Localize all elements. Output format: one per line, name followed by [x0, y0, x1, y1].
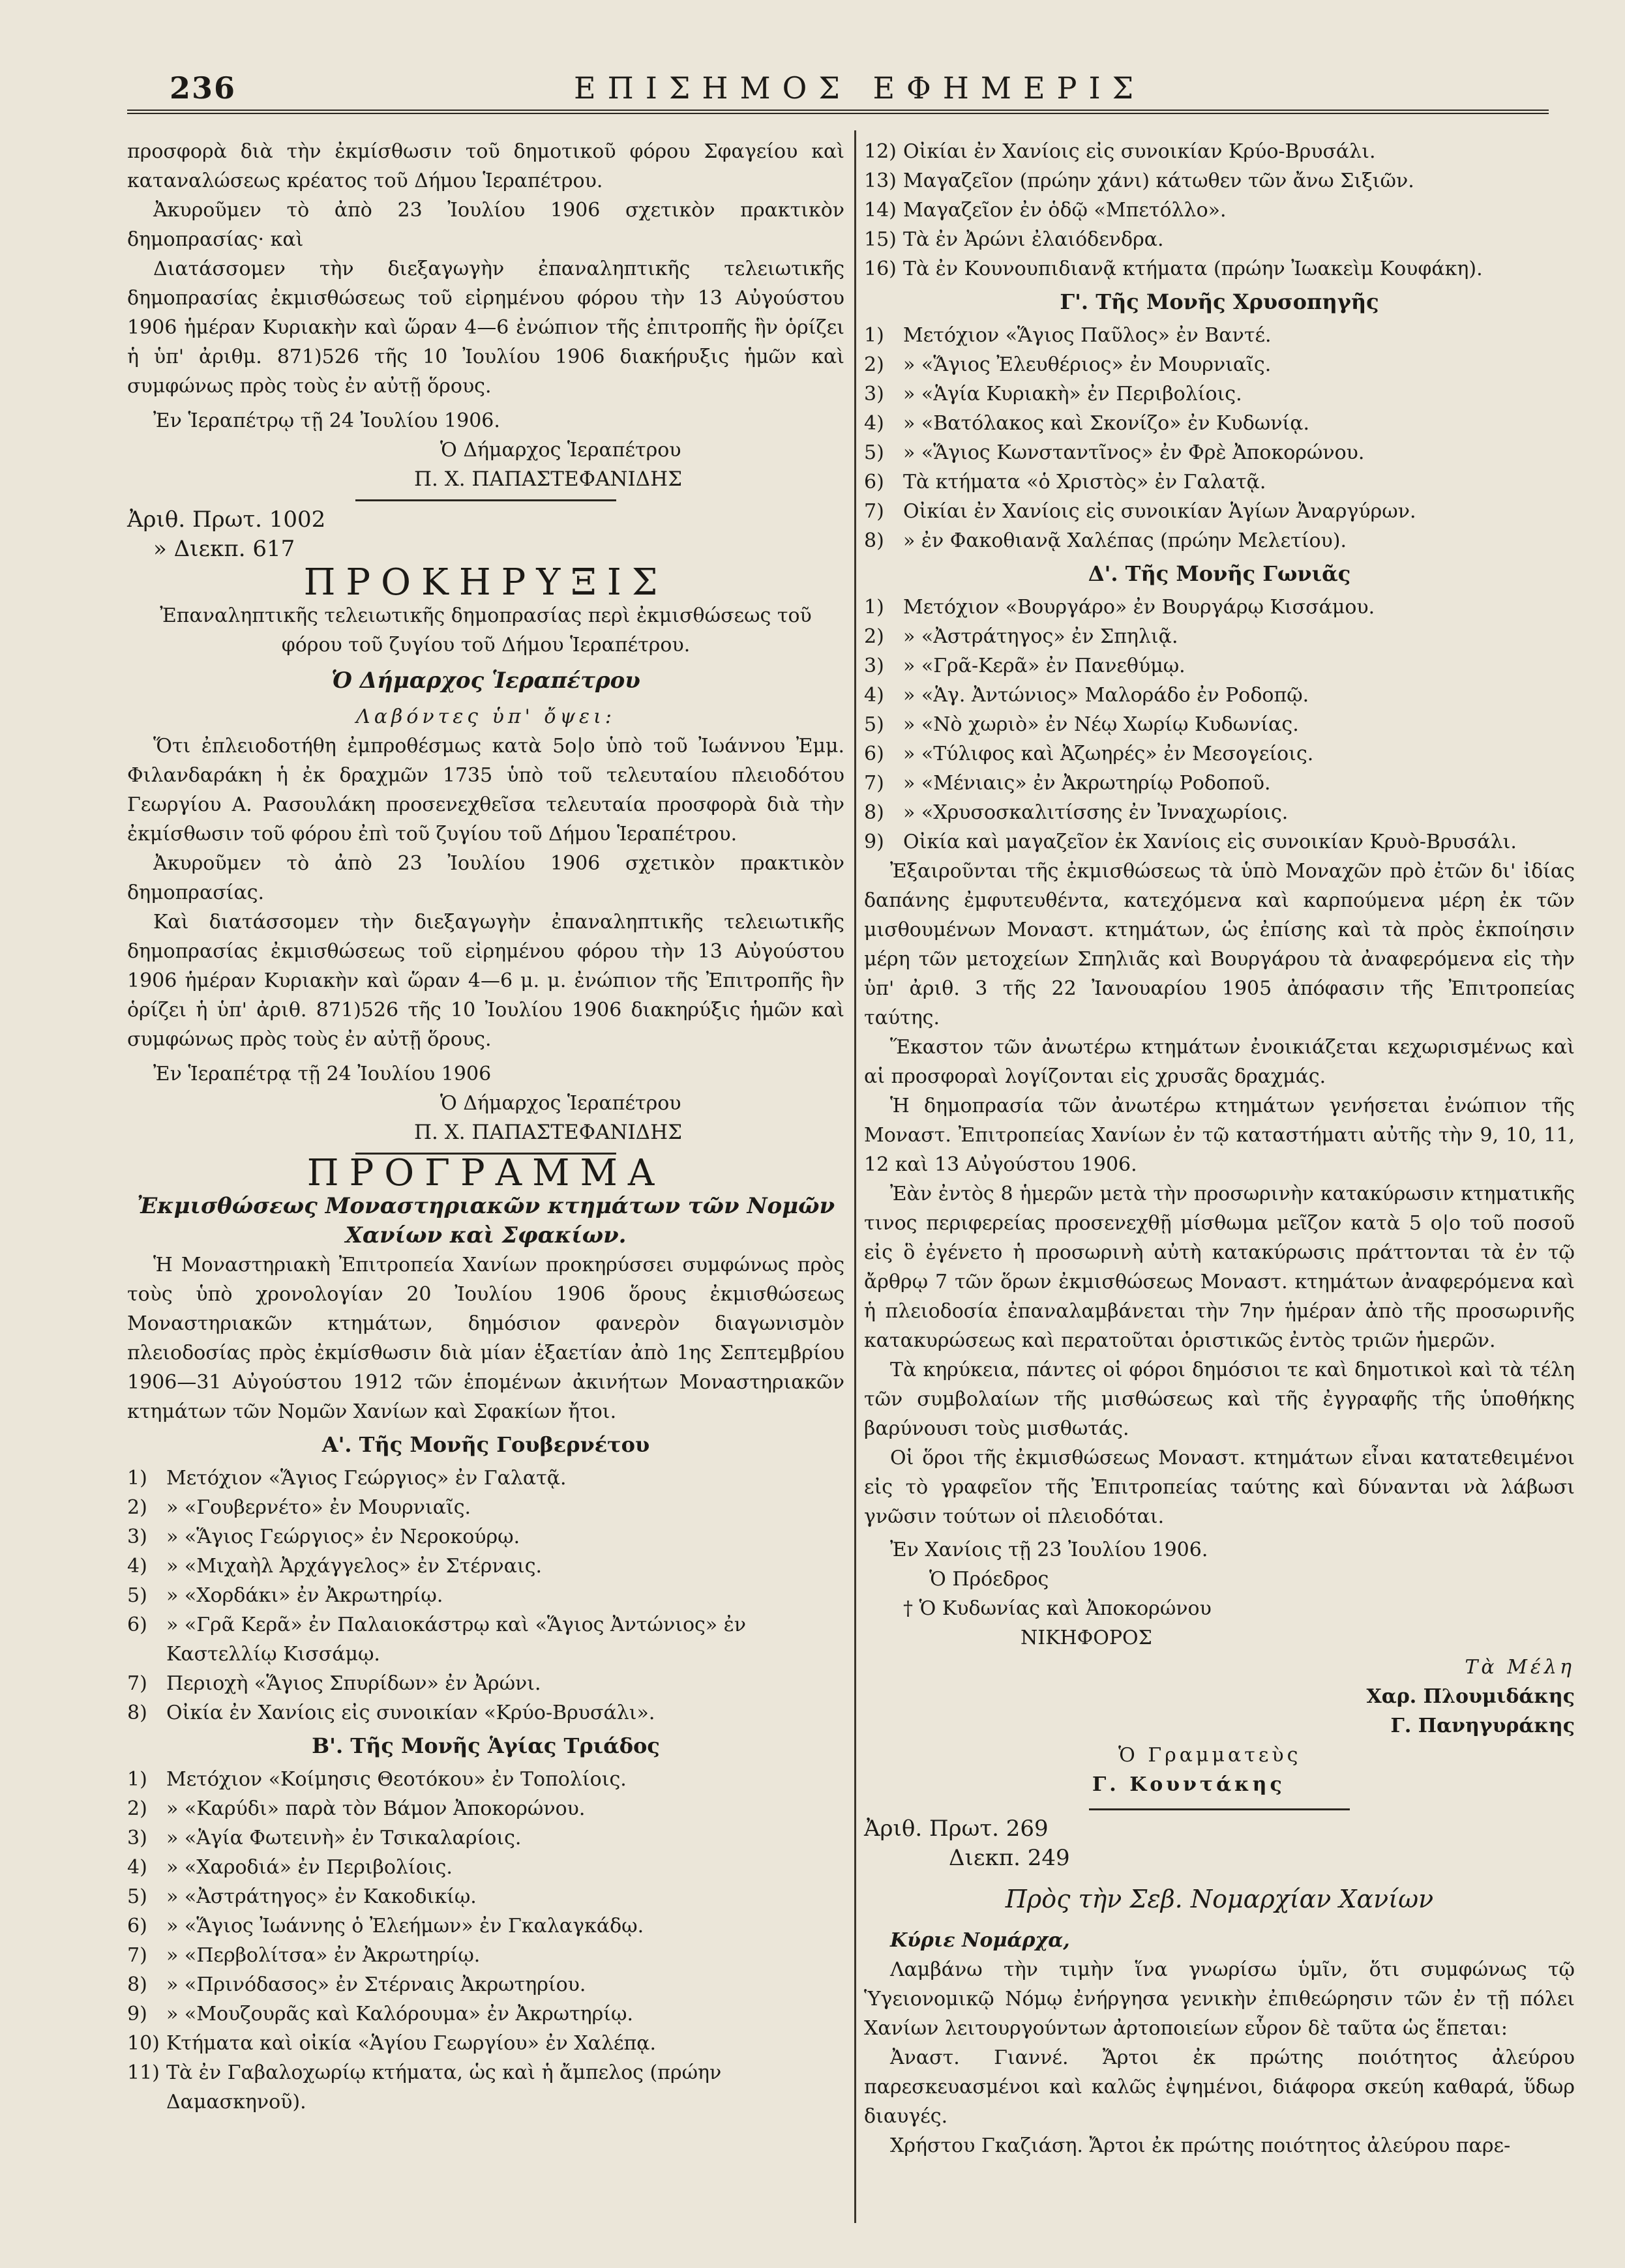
list-item: [127, 1522, 844, 1552]
item-number: 11): [127, 2061, 160, 2084]
list-item: [864, 798, 1575, 827]
separator: [1089, 1808, 1350, 1810]
place-date: Ἐν Ἱεραπέτρᾳ τῇ 24 Ἰουλίου 1906: [153, 1063, 492, 1085]
item-number: 7): [127, 1672, 147, 1695]
proclamation-subtitle: Ἐπαναληπτικῆς τελειωτικῆς δημοπρασίας περὶ ἐκμισθώσεως τοῦ φόρου τοῦ ζυγίου τοῦ Δήμου Ἱεραπέτρου.: [160, 604, 812, 656]
secretary-label: Ὁ Γραμματεὺς: [1118, 1744, 1302, 1767]
dispatch-number: » Διεκπ. 617: [153, 536, 295, 562]
paragraph: Τὰ κηρύκεια, πάντες οἱ φόροι δημόσιοι τε καὶ δημοτικοὶ καὶ τὰ τέλη τῶν συμβολαίων τῆς μισθώσεως καὶ τῆς ἐγγραφῆς τῆς ὑποθήκης βαρύνουσι τοὺς μισθωτάς.: [864, 1359, 1575, 1440]
list-item: [864, 137, 1575, 166]
list-item: [864, 254, 1575, 284]
item-number: 4): [864, 412, 884, 435]
list-item: [127, 1581, 844, 1610]
programme-subtitle: Ἐκμισθώσεως Μοναστηριακῶν κτημάτων τῶν Νομῶν Χανίων καὶ Σφακίων.: [136, 1193, 835, 1248]
item-number: 7): [864, 500, 884, 523]
item-text: Περιοχὴ «Ἅγιος Σπυρίδων» ἐν Ἀρώνι.: [166, 1672, 541, 1695]
list-item: [127, 1464, 844, 1493]
item-text: » «Περβολίτσα» ἐν Ἀκρωτηρίῳ.: [166, 1944, 481, 1967]
paragraph: προσφορὰ διὰ τὴν ἐκμίσθωσιν τοῦ δημοτικοῦ φόρου Σφαγείου καὶ καταναλώσεως κρέατος τοῦ Δήμου Ἱεραπέτρου.: [127, 140, 844, 192]
list-monastery-c: [864, 321, 1575, 555]
item-text: » «Ἁγία Φωτεινὴ» ἐν Τσικαλαρίοις.: [166, 1827, 522, 1849]
item-number: 13): [864, 169, 897, 192]
item-number: 6): [127, 1915, 147, 1937]
left-column: [127, 137, 844, 2117]
list-item: [127, 1911, 844, 1941]
address-line: Πρὸς τὴν Σεβ. Νομαρχίαν Χανίων: [1005, 1885, 1434, 1913]
item-number: 9): [864, 831, 884, 853]
list-item: [864, 409, 1575, 438]
having-regard: Λαβόντες ὑπ' ὄψει:: [356, 705, 616, 728]
paragraph: Ἀκυροῦμεν τὸ ἀπὸ 23 Ἰουλίου 1906 σχετικὸν πρακτικὸν δημοπρασίας· καὶ: [127, 199, 844, 251]
item-number: 10): [127, 2032, 160, 2055]
column-divider: [854, 130, 856, 2223]
place-date: Ἐν Χανίοις τῇ 23 Ἰουλίου 1906.: [890, 1539, 1208, 1561]
item-number: 1): [864, 596, 884, 619]
item-text: Τὰ ἐν Ἀρώνι ἐλαιόδενδρα.: [903, 228, 1164, 251]
paragraph: Ἀκυροῦμεν τὸ ἀπὸ 23 Ἰουλίου 1906 σχετικὸν πρακτικὸν δημοπρασίας.: [127, 852, 844, 904]
list-item: [127, 1882, 844, 1911]
list-item: [127, 1610, 844, 1669]
list-item: [127, 2029, 844, 2058]
item-text: » «Ἀστράτηγος» ἐν Σπηλιᾷ.: [903, 625, 1178, 648]
item-number: 5): [864, 713, 884, 736]
paragraph: Καὶ διατάσσομεν τὴν διεξαγωγὴν ἐπαναληπτικῆς τελειωτικῆς δημοπρασίας ἐκμισθώσεως τοῦ εἰρημένου φόρου τὴν 13 Αὐγούστου 1906 ἡμέραν Κυριακὴν καὶ ὥραν 4—6 μ. μ. ἐνώπιον τῆς Ἐπιτροπῆς ἣν ὁρίζει ἡ ὑπ' ἀριθ. 871)526 τῆς 10 Ἰουλίου 1906 διακηρύξις ἡμῶν καὶ συμφώνως πρὸς τοὺς ἐν αὐτῇ ὅρους.: [127, 911, 844, 1051]
item-number: 3): [127, 1525, 147, 1548]
item-text: » «Πρινόδασος» ἐν Στέρναις Ἀκρωτηρίου.: [166, 1973, 586, 1996]
item-number: 2): [864, 353, 884, 376]
header-rule: [127, 110, 1549, 114]
item-text: Τὰ ἐν Γαβαλοχωρίῳ κτήματα, ὡς καὶ ἡ ἄμπελος (πρώην Δαμασκηνοῦ).: [166, 2061, 722, 2113]
item-number: 4): [127, 1555, 147, 1578]
member-name: Χαρ. Πλουμιδάκης: [1366, 1685, 1575, 1708]
item-text: » «Γουβερνέτο» ἐν Μουρνιαῖς.: [166, 1496, 471, 1519]
item-number: 7): [127, 1944, 147, 1967]
item-number: 1): [864, 324, 884, 347]
list-item: [864, 438, 1575, 467]
members-label: Τὰ Μέλη: [1465, 1656, 1575, 1679]
item-number: 3): [864, 655, 884, 677]
list-item: [864, 526, 1575, 555]
section-heading: Β'. Τῆς Μονῆς Ἁγίας Τριάδος: [312, 1733, 660, 1758]
list-item: [864, 350, 1575, 379]
item-number: 14): [864, 199, 897, 222]
item-text: Μετόχιον «Ἅγιος Παῦλος» ἐν Βαντέ.: [903, 324, 1272, 347]
bishop-name: ΝΙΚΗΦΟΡΟΣ: [1021, 1627, 1152, 1649]
item-text: Μαγαζεῖον (πρώην χάνι) κάτωθεν τῶν ἄνω Σιξιῶν.: [903, 169, 1414, 192]
item-number: 3): [864, 383, 884, 405]
newspaper-title: ΕΠΙΣΗΜΟΣ ΕΦΗΜΕΡΙΣ: [574, 70, 1146, 106]
item-text: Οἰκία ἐν Χανίοις εἰς συνοικίαν «Κρύο-Βρυσάλι».: [166, 1701, 655, 1724]
item-number: 4): [864, 684, 884, 707]
item-number: 8): [864, 529, 884, 552]
list-item: [127, 1853, 844, 1882]
secretary-name: Γ. Κουντάκης: [1092, 1773, 1285, 1796]
section-heading: Α'. Τῆς Μονῆς Γουβερνέτου: [321, 1432, 650, 1457]
item-number: 2): [864, 625, 884, 648]
list-item: [127, 1493, 844, 1522]
item-text: » «Τύλιφος καὶ Ἀζωηρές» ἐν Μεσογείοις.: [903, 743, 1314, 765]
paragraph: Ἡ δημοπρασία τῶν ἀνωτέρω κτημάτων γενήσεται ἐνώπιον τῆς Μοναστ. Ἐπιτροπείας Χανίων ἐν τῷ καταστήματι αὐτῆς τὴν 9, 10, 11, 12 καὶ 13 Αὐγούστου 1906.: [864, 1095, 1575, 1176]
list-monastery-b-cont: [864, 137, 1575, 284]
item-number: 6): [864, 743, 884, 765]
item-number: 2): [127, 1797, 147, 1820]
item-text: » «Νὸ χωριὸ» ἐν Νέῳ Χωρίῳ Κυδωνίας.: [903, 713, 1299, 736]
item-number: 7): [864, 772, 884, 795]
list-item: [127, 1669, 844, 1698]
item-text: Τὰ ἐν Κουνουπιδιανᾷ κτήματα (πρώην Ἰωακεὶμ Κουφάκη).: [903, 258, 1483, 280]
list-monastery-b: [127, 1765, 844, 2117]
paragraph: Ἕκαστον τῶν ἀνωτέρω κτημάτων ἐνοικιάζεται κεχωρισμένως καὶ αἱ προσφοραὶ λογίζονται εἰς χρυσᾶς δραχμάς.: [864, 1036, 1575, 1088]
item-text: » «Μιχαὴλ Ἀρχάγγελος» ἐν Στέρναις.: [166, 1555, 543, 1578]
item-number: 15): [864, 228, 897, 251]
item-text: » «Μένιαις» ἐν Ἀκρωτηρίῳ Ροδοποῦ.: [903, 772, 1271, 795]
signature-name: Π. Χ. ΠΑΠΑΣΤΕΦΑΝΙΔΗΣ: [414, 1121, 683, 1144]
list-item: [127, 1970, 844, 1999]
list-item: [864, 593, 1575, 622]
item-text: » «Ἅγιος Γεώργιος» ἐν Νεροκούρῳ.: [166, 1525, 520, 1548]
list-item: [864, 651, 1575, 681]
item-text: » «Χρυσοσκαλιτίσσης ἐν Ἰνναχωρίοις.: [903, 801, 1289, 824]
list-item: [864, 379, 1575, 409]
paragraph: Χρήστου Γκαζιάση. Ἄρτοι ἐκ πρώτης ποιότητος ἀλεύρου παρε-: [890, 2134, 1511, 2157]
protocol-number: Ἀριθ. Πρωτ. 1002: [127, 507, 326, 533]
paragraph: Ὅτι ἐπλειοδοτήθη ἐμπροθέσμως κατὰ 5ο|ο ὑπὸ τοῦ Ἰωάννου Ἐμμ. Φιλανδαράκη ἡ ἐκ δραχμῶν 1735 ὑπὸ τοῦ τελευταίου πλειοδότου Γεωργίου Α. Ρασουλάκη προσενεχθεῖσα τελευταία προσφορὰ διὰ τὴν ἐκμίσθωσιν τοῦ φόρου ἐπὶ τοῦ ζυγίου τοῦ Δήμου Ἱεραπέτρου.: [127, 735, 844, 846]
separator: [355, 499, 616, 501]
list-item: [127, 1999, 844, 2029]
list-item: [864, 769, 1575, 798]
list-monastery-d: [864, 593, 1575, 857]
paragraph: Ἐξαιροῦνται τῆς ἐκμισθώσεως τὰ ὑπὸ Μοναχῶν πρὸ ἐτῶν δι' ἰδίας δαπάνης ἐμφυτευθέντα, κατεχόμενα καὶ καρπούμενα μέρη ἐκ τῶν μισθουμένων Μοναστ. κτημάτων, ὡς ἐπίσης καὶ τὰ πρὸς ἐκποίησιν μέρη τῶν μετοχείων Σπηλιᾶς καὶ Βουργάρου τὰ ἀναφερόμενα εἰς τὴν ὑπ' ἀριθ. 3 τῆς 22 Ἰανουαρίου 1905 ἀπόφασιν τῆς Ἐπιτροπείας ταύτης.: [864, 860, 1575, 1029]
signature-role: Ὁ Δήμαρχος Ἱεραπέτρου: [440, 439, 681, 462]
item-number: 5): [127, 1885, 147, 1908]
item-text: Μετόχιον «Ἅγιος Γεώργιος» ἐν Γαλατᾷ.: [166, 1467, 567, 1490]
list-item: [127, 1823, 844, 1853]
item-text: » «Ἁγ. Ἀντώνιος» Μαλοράδο ἐν Ροδοπῷ.: [903, 684, 1309, 707]
item-number: 8): [127, 1973, 147, 1996]
list-item: [864, 739, 1575, 769]
programme-heading: ΠΡΟΓΡΑΜΜΑ: [306, 1152, 665, 1194]
mayor-heading: Ὁ Δήμαρχος Ἱεραπέτρου: [331, 668, 640, 694]
item-text: » «Ἀστράτηγος» ἐν Κακοδικίῳ.: [166, 1885, 477, 1908]
list-item: [864, 827, 1575, 857]
greeting: Κύριε Νομάρχα,: [890, 1929, 1070, 1952]
list-item: [864, 710, 1575, 739]
list-item: [864, 497, 1575, 526]
item-number: 6): [864, 471, 884, 493]
page-number: 236: [170, 70, 237, 106]
item-text: » «Γρᾶ Κερᾶ» ἐν Παλαιοκάστρῳ καὶ «Ἅγιος Ἀντώνιος» ἐν Καστελλίῳ Κισσάμῳ.: [166, 1613, 747, 1666]
member-name: Γ. Πανηγυράκης: [1390, 1715, 1575, 1737]
item-text: Κτήματα καὶ οἰκία «Ἁγίου Γεωργίου» ἐν Χαλέπᾳ.: [166, 2032, 657, 2055]
bishop-title: † Ὁ Κυδωνίας καὶ Ἀποκορώνου: [903, 1597, 1212, 1620]
list-item: [864, 467, 1575, 497]
paragraph: Ἀναστ. Γιαννέ. Ἄρτοι ἐκ πρώτης ποιότητος ἀλεύρου παρεσκευασμένοι καὶ καλῶς ἐψημένοι, διάφορα σκεύη καθαρά, ὕδωρ διαυγές.: [864, 2046, 1575, 2128]
item-number: 5): [127, 1584, 147, 1607]
list-item: [864, 622, 1575, 651]
item-text: » ἐν Φακοθιανᾷ Χαλέπας (πρώην Μελετίου).: [903, 529, 1347, 552]
right-column: [864, 137, 1575, 2160]
list-item: [127, 1552, 844, 1581]
item-text: Τὰ κτήματα «ὁ Χριστὸς» ἐν Γαλατᾷ.: [903, 471, 1266, 493]
item-text: » «Ἁγία Κυριακὴ» ἐν Περιβολίοις.: [903, 383, 1242, 405]
list-item: [864, 225, 1575, 254]
dispatch-number: Διεκπ. 249: [949, 1845, 1070, 1871]
place-date: Ἐν Ἱεραπέτρῳ τῇ 24 Ἰουλίου 1906.: [153, 409, 500, 432]
section-heading: Γ'. Τῆς Μονῆς Χρυσοπηγῆς: [1060, 289, 1379, 314]
item-number: 12): [864, 140, 897, 163]
item-text: » «Γρᾶ-Κερᾶ» ἐν Πανεθύμῳ.: [903, 655, 1185, 677]
item-number: 16): [864, 258, 897, 280]
item-text: » «Χαροδιά» ἐν Περιβολίοις.: [166, 1856, 453, 1879]
list-item: [127, 1794, 844, 1823]
item-number: 3): [127, 1827, 147, 1849]
protocol-number: Ἀριθ. Πρωτ. 269: [864, 1816, 1049, 1842]
list-item: [864, 321, 1575, 350]
item-number: 4): [127, 1856, 147, 1879]
list-item: [127, 2058, 844, 2117]
list-item: [864, 166, 1575, 196]
item-text: Οἰκίαι ἐν Χανίοις εἰς συνοικίαν Ἁγίων Ἀναργύρων.: [903, 500, 1416, 523]
paragraph: Διατάσσομεν τὴν διεξαγωγὴν ἐπαναληπτικῆς τελειωτικῆς δημοπρασίας ἐκμισθώσεως τοῦ εἰρημένου φόρου τὴν 13 Αὐγούστου 1906 ἡμέραν Κυριακὴν καὶ ὥραν 4—6 ἐνώπιον τῆς ἐπιτροπῆς ἣν ὁρίζει ἡ ὑπ' ἀριθμ. 871)526 τῆς 10 Ἰουλίου 1906 διακήρυξις ἡμῶν καὶ συμφώνως πρὸς τοὺς ἐν αὐτῇ ὅρους.: [127, 258, 844, 398]
item-number: 5): [864, 441, 884, 464]
item-text: » «Χορδάκι» ἐν Ἀκρωτηρίῳ.: [166, 1584, 443, 1607]
item-text: Οἰκίαι ἐν Χανίοις εἰς συνοικίαν Κρύο-Βρυσάλι.: [903, 140, 1376, 163]
item-number: 1): [127, 1467, 147, 1490]
paragraph: Οἱ ὅροι τῆς ἐκμισθώσεως Μοναστ. κτημάτων εἶναι κατατεθειμένοι εἰς τὸ γραφεῖον τῆς Ἐπιτροπείας ταύτης καὶ δύνανται νὰ λάβωσι γνῶσιν τούτων οἱ πλειοδόται.: [864, 1447, 1575, 1528]
item-text: » «Μουζουρᾶς καὶ Καλόρουμα» ἐν Ἀκρωτηρίῳ.: [166, 2003, 634, 2025]
paragraph: Ἐὰν ἐντὸς 8 ἡμερῶν μετὰ τὴν προσωρινὴν κατακύρωσιν κτηματικῆς τινος περιφερείας προσενεχθῇ μίσθωμα μεῖζον κατὰ 5 ο|ο τοῦ ποσοῦ εἰς ὃ ἐγένετο ἡ προσωρινὴ αὐτὴ κατακύρωσις πράττονται τὰ ἐν τῷ ἄρθρῳ 7 τῶν ὅρων ἐκμισθώσεως Μοναστ. κτημάτων ἀναφερόμενα καὶ ἡ πλειοδοσία ἐπαναλαμβάνεται τὴν 7ην ἡμέραν ἀπὸ τῆς προσωρινῆς κατακυρώσεως καὶ περατοῦται ὁριστικῶς ἐντὸς τριῶν ἡμερῶν.: [864, 1183, 1575, 1352]
item-number: 9): [127, 2003, 147, 2025]
item-text: Μαγαζεῖον ἐν ὁδῷ «Μπετόλλο».: [903, 199, 1227, 222]
signature-role: Ὁ Δήμαρχος Ἱεραπέτρου: [440, 1092, 681, 1115]
list-item: [864, 681, 1575, 710]
section-heading: Δ'. Τῆς Μονῆς Γωνιᾶς: [1088, 561, 1351, 586]
item-text: » «Ἅγιος Ἐλευθέριος» ἐν Μουρνιαῖς.: [903, 353, 1272, 376]
list-item: [127, 1698, 844, 1728]
item-text: Μετόχιον «Βουργάρο» ἐν Βουργάρῳ Κισσάμου.: [903, 596, 1375, 619]
item-number: 6): [127, 1613, 147, 1636]
signature-name: Π. Χ. ΠΑΠΑΣΤΕΦΑΝΙΔΗΣ: [414, 467, 683, 491]
list-item: [127, 1941, 844, 1970]
item-text: Μετόχιον «Κοίμησις Θεοτόκου» ἐν Τοπολίοις.: [166, 1768, 627, 1791]
list-monastery-a: [127, 1464, 844, 1728]
item-number: 8): [127, 1701, 147, 1724]
item-text: » «Καρύδι» παρὰ τὸν Βάμον Ἀποκορώνου.: [166, 1797, 586, 1820]
item-text: Οἰκία καὶ μαγαζεῖον ἐκ Χανίοις εἰς συνοικίαν Κρυὸ-Βρυσάλι.: [903, 831, 1517, 853]
list-item: [127, 1765, 844, 1794]
list-item: [864, 196, 1575, 225]
proclamation-heading: ΠΡΟΚΗΡΥΞΙΣ: [303, 561, 668, 604]
item-text: » «Ἅγιος Ἰωάννης ὁ Ἐλεήμων» ἐν Γκαλαγκάδῳ.: [166, 1915, 644, 1937]
item-number: 1): [127, 1768, 147, 1791]
item-number: 2): [127, 1496, 147, 1519]
item-number: 8): [864, 801, 884, 824]
paragraph: Λαμβάνω τὴν τιμὴν ἵνα γνωρίσω ὑμῖν, ὅτι συμφώνως τῷ Ὑγειονομικῷ Νόμῳ ἐνήργησα γενικὴν ἐπιθεώρησιν τῶν ἐν τῇ πόλει Χανίων λειτουργούντων ἀρτοποιείων εὗρον δὲ ταῦτα ὡς ἕπεται:: [864, 1958, 1575, 2040]
paragraph: Ἡ Μοναστηριακὴ Ἐπιτροπεία Χανίων προκηρύσσει συμφώνως πρὸς τοὺς ὑπὸ χρονολογίαν 20 Ἰουλίου 1906 ὅρους ἐκμισθώσεως Μοναστηριακῶν κτημάτων, δημόσιον φανερὸν διαγωνισμὸν πλειοδοσίας πρὸς ἐκμίσθωσιν διὰ μίαν ἑξαετίαν ἀπὸ 1ης Σεπτεμβρίου 1906—31 Αὐγούστου 1912 τῶν ἑπομένων ἀκινήτων Μοναστηριακῶν κτημάτων τῶν Νομῶν Χανίων καὶ Σφακίων ἤτοι.: [127, 1254, 844, 1423]
item-text: » «Βατόλακος καὶ Σκονίζο» ἐν Κυδωνίᾳ.: [903, 412, 1310, 435]
president-label: Ὁ Πρόεδρος: [929, 1568, 1049, 1591]
item-text: » «Ἅγιος Κωνσταντῖνος» ἐν Φρὲ Ἀποκορώνου.: [903, 441, 1365, 464]
